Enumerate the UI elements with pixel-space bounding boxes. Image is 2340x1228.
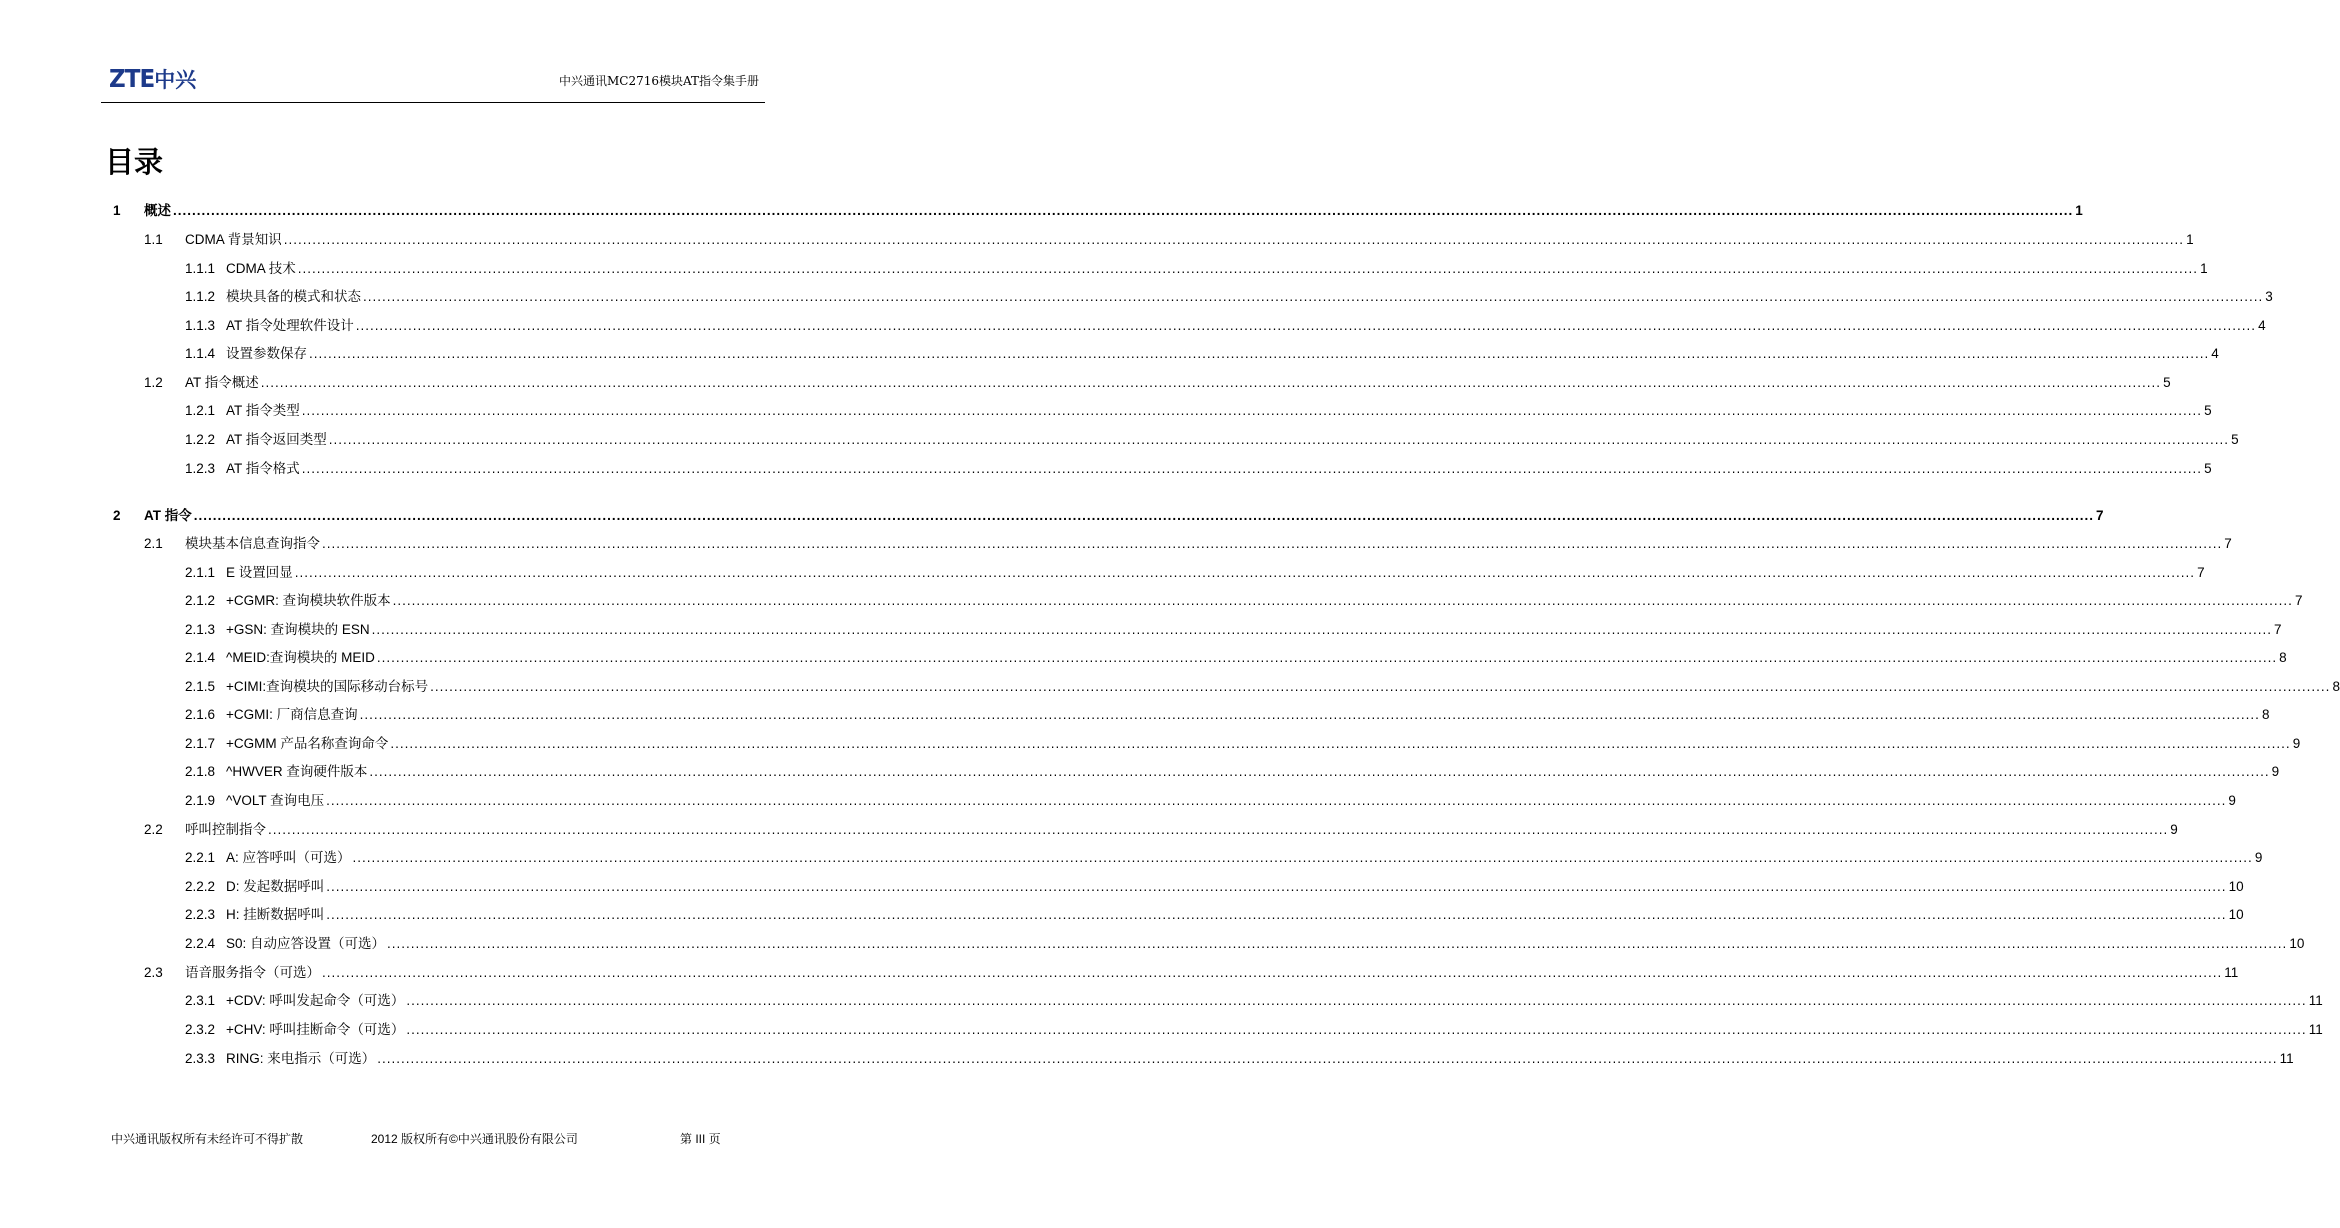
toc-entry-page: 7 [2224,536,2232,551]
toc-entry-page: 4 [2211,346,2219,361]
toc-entry-number: 2.1.8 [185,764,216,779]
toc-entry-title: A: 应答呼叫（可选） [226,850,351,865]
toc-entry-number: 2.1.6 [185,707,216,722]
toc-entry[interactable] [185,705,2270,725]
toc-entry-number: 1.1 [144,232,163,247]
toc-entry[interactable] [185,848,2263,868]
toc-entry-number: 2.1.1 [185,565,216,580]
toc-dot-leader: ................................................................................................................................................................................................................................................................................................................................................................................................................ [326,793,2227,808]
toc-entry-title: H: 挂断数据呼叫 [226,907,325,922]
toc-entry-page: 5 [2204,461,2212,476]
toc-entry-title: 模块基本信息查询指令 [185,536,320,551]
toc-entry-page: 9 [2228,793,2236,808]
toc-entry[interactable] [185,1020,2323,1040]
toc-entry[interactable] [185,648,2287,668]
toc-entry-title: E 设置回显 [226,565,293,580]
toc-entry[interactable] [185,459,2212,479]
toc-entry[interactable] [185,1049,2294,1069]
toc-entry-number: 1.2.3 [185,461,216,476]
toc-entry-page: 9 [2271,764,2280,779]
toc-entry-title: ^HWVER 查询硬件版本 [226,764,368,779]
toc-dot-leader: ................................................................................................................................................................................................................................................................................................................................................................................................................ [193,508,2095,523]
toc-entry-title: S0: 自动应答设置（可选） [226,936,386,951]
toc-entry[interactable] [144,534,2232,554]
logo-chinese: 中兴 [154,68,197,92]
toc-entry-title: AT 指令 [144,508,192,523]
toc-entry[interactable] [185,316,2266,336]
toc-entry-title: AT 指令处理软件设计 [226,318,354,333]
toc-entry-page: 10 [2289,936,2305,951]
toc-dot-leader: ................................................................................................................................................................................................................................................................................................................................................................................................................ [283,232,2185,247]
toc-entry-title: +CGMI: 厂商信息查询 [226,707,358,722]
footer-copyright-notice: 中兴通讯版权所有未经许可不得扩散 [111,1132,304,1146]
toc-dot-leader: ................................................................................................................................................................................................................................................................................................................................................................................................................ [363,289,2264,304]
toc-entry[interactable] [185,430,2239,450]
toc-entry-number: 2.3.1 [185,993,216,1008]
toc-entry-page: 5 [2204,403,2212,418]
toc-entry-number: 2.2.2 [185,879,216,894]
toc-entry-page: 8 [2261,707,2270,722]
toc-dot-leader: ................................................................................................................................................................................................................................................................................................................................................................................................................ [294,565,2196,580]
toc-entry-title: +CDV: 呼叫发起命令（可选） [226,993,405,1008]
toc-entry-page: 11 [2279,1051,2294,1066]
toc-dot-leader: ................................................................................................................................................................................................................................................................................................................................................................................................................ [301,461,2203,476]
toc-dot-leader: ................................................................................................................................................................................................................................................................................................................................................................................................................ [328,432,2230,447]
footer-copyright-owner: 2012 版权所有©中兴通讯股份有限公司 [371,1132,578,1146]
toc-entry-title: +GSN: 查询模块的 ESN [226,622,370,637]
toc-entry[interactable] [144,373,2171,393]
toc-entry[interactable] [144,230,2194,250]
toc-entry[interactable] [144,820,2178,840]
logo-latin: ZTE [109,64,155,93]
toc-dot-leader: ................................................................................................................................................................................................................................................................................................................................................................................................................ [406,1022,2307,1037]
toc-entry-title: RING: 来电指示（可选） [226,1051,376,1066]
toc-entry[interactable] [185,591,2303,611]
toc-entry-page: 11 [2308,993,2323,1008]
toc-entry[interactable] [185,344,2219,364]
toc-dot-leader: ................................................................................................................................................................................................................................................................................................................................................................................................................ [297,261,2199,276]
toc-dot-leader: ................................................................................................................................................................................................................................................................................................................................................................................................................ [390,736,2291,751]
toc-entry-number: 2 [113,508,121,523]
toc-entry-title: +CGMR: 查询模块软件版本 [226,593,391,608]
toc-entry[interactable] [113,506,2104,526]
toc-entry-title: 呼叫控制指令 [185,822,266,837]
toc-entry-number: 2.2.4 [185,936,216,951]
document-title: 中兴通讯MC2716模块AT指令集手册 [558,74,759,88]
toc-entry-page: 11 [2308,1022,2323,1037]
toc-entry-page: 9 [2292,736,2301,751]
toc-entry-number: 1.1.1 [185,261,216,276]
toc-dot-leader: ................................................................................................................................................................................................................................................................................................................................................................................................................ [376,650,2278,665]
toc-entry-number: 2.2.1 [185,850,216,865]
toc-entry-page: 10 [2228,907,2244,922]
toc-entry-page: 4 [2258,318,2266,333]
toc-entry-number: 2.1.2 [185,593,216,608]
toc-entry-number: 1.1.3 [185,318,216,333]
toc-entry[interactable] [185,677,2340,697]
toc-entry-title: AT 指令类型 [226,403,300,418]
toc-entry[interactable] [185,259,2208,279]
toc-entry-number: 2.2 [144,822,163,837]
toc-entry[interactable] [185,934,2305,954]
toc-entry[interactable] [185,620,2282,640]
toc-entry[interactable] [113,201,2083,221]
toc-entry-number: 2.3 [144,965,163,980]
toc-entry-title: ^MEID:查询模块的 MEID [226,650,375,665]
toc-dot-leader: ................................................................................................................................................................................................................................................................................................................................................................................................................ [260,375,2162,390]
toc-entry[interactable] [185,734,2301,754]
toc-entry[interactable] [144,963,2239,983]
toc-dot-leader: ................................................................................................................................................................................................................................................................................................................................................................................................................ [369,764,2270,779]
toc-dot-leader: ................................................................................................................................................................................................................................................................................................................................................................................................................ [371,622,2272,637]
toc-entry-title: 概述 [144,203,171,218]
toc-entry-page: 9 [2170,822,2178,837]
toc-entry-number: 2.2.3 [185,907,216,922]
toc-entry-page: 3 [2265,289,2273,304]
toc-entry[interactable] [185,905,2244,925]
toc-entry-page: 7 [2294,593,2303,608]
toc-entry-number: 2.3.3 [185,1051,216,1066]
toc-entry-page: 8 [2332,679,2340,694]
toc-dot-leader: ................................................................................................................................................................................................................................................................................................................................................................................................................ [322,536,2223,551]
toc-entry-number: 1.2 [144,375,163,390]
toc-entry[interactable] [185,762,2280,782]
toc-entry-number: 2.3.2 [185,1022,216,1037]
toc-entry[interactable] [185,563,2205,583]
toc-dot-leader: ................................................................................................................................................................................................................................................................................................................................................................................................................ [387,936,2288,951]
toc-dot-leader: ................................................................................................................................................................................................................................................................................................................................................................................................................ [173,203,2074,218]
toc-entry-page: 7 [2096,508,2104,523]
toc-entry-number: 1.1.4 [185,346,216,361]
toc-entry-page: 7 [2197,565,2205,580]
toc-entry-number: 1.1.2 [185,289,216,304]
toc-entry-page: 8 [2279,650,2287,665]
toc-entry-page: 11 [2224,965,2239,980]
toc-entry[interactable] [185,401,2212,421]
toc-entry-title: +CIMI:查询模块的国际移动台标号 [226,679,429,694]
toc-dot-leader: ................................................................................................................................................................................................................................................................................................................................................................................................................ [359,707,2260,722]
toc-entry-title: 语音服务指令（可选） [185,965,320,980]
toc-dot-leader: ................................................................................................................................................................................................................................................................................................................................................................................................................ [377,1051,2278,1066]
toc-heading: 目录 [105,145,164,179]
toc-entry-number: 1.2.2 [185,432,216,447]
toc-dot-leader: ................................................................................................................................................................................................................................................................................................................................................................................................................ [326,907,2227,922]
toc-entry-title: +CGMM 产品名称查询命令 [226,736,389,751]
toc-dot-leader: ................................................................................................................................................................................................................................................................................................................................................................................................................ [309,346,2210,361]
footer-page-number: 第 III 页 [680,1132,721,1146]
toc-entry[interactable] [185,287,2273,307]
toc-dot-leader: ................................................................................................................................................................................................................................................................................................................................................................................................................ [355,318,2257,333]
toc-dot-leader: ................................................................................................................................................................................................................................................................................................................................................................................................................ [322,965,2223,980]
toc-entry-page: 1 [2200,261,2208,276]
toc-entry-number: 2.1 [144,536,163,551]
toc-entry-number: 2.1.4 [185,650,216,665]
toc-dot-leader: ................................................................................................................................................................................................................................................................................................................................................................................................................ [406,993,2307,1008]
toc-dot-leader: ................................................................................................................................................................................................................................................................................................................................................................................................................ [430,679,2331,694]
toc-entry-page: 9 [2254,850,2263,865]
toc-entry-page: 10 [2228,879,2244,894]
toc-entry-title: CDMA 技术 [226,261,296,276]
toc-entry-title: AT 指令概述 [185,375,259,390]
toc-dot-leader: ................................................................................................................................................................................................................................................................................................................................................................................................................ [326,879,2227,894]
toc-dot-leader: ................................................................................................................................................................................................................................................................................................................................................................................................................ [268,822,2169,837]
toc-entry-page: 1 [2075,203,2083,218]
toc-entry-title: +CHV: 呼叫挂断命令（可选） [226,1022,405,1037]
toc-entry-page: 7 [2273,622,2282,637]
toc-entry-number: 2.1.9 [185,793,216,808]
toc-dot-leader: ................................................................................................................................................................................................................................................................................................................................................................................................................ [301,403,2203,418]
toc-entry-number: 2.1.7 [185,736,216,751]
toc-entry-number: 1.2.1 [185,403,216,418]
toc-entry-title: ^VOLT 查询电压 [226,793,325,808]
toc-entry-number: 2.1.5 [185,679,216,694]
toc-entry-title: 设置参数保存 [226,346,307,361]
toc-entry-page: 5 [2163,375,2171,390]
toc-entry[interactable] [185,991,2323,1011]
toc-dot-leader: ................................................................................................................................................................................................................................................................................................................................................................................................................ [352,850,2253,865]
toc-entry-title: D: 发起数据呼叫 [226,879,325,894]
toc-entry-title: 模块具备的模式和状态 [226,289,361,304]
toc-entry-title: AT 指令格式 [226,461,300,476]
toc-entry-number: 2.1.3 [185,622,216,637]
toc-entry[interactable] [185,791,2236,811]
toc-entry-title: AT 指令返回类型 [226,432,327,447]
toc-entry-page: 5 [2231,432,2239,447]
toc-dot-leader: ................................................................................................................................................................................................................................................................................................................................................................................................................ [392,593,2293,608]
toc-entry-title: CDMA 背景知识 [185,232,282,247]
toc-entry-page: 1 [2186,232,2194,247]
toc-entry-number: 1 [113,203,121,218]
toc-entry[interactable] [185,877,2244,897]
